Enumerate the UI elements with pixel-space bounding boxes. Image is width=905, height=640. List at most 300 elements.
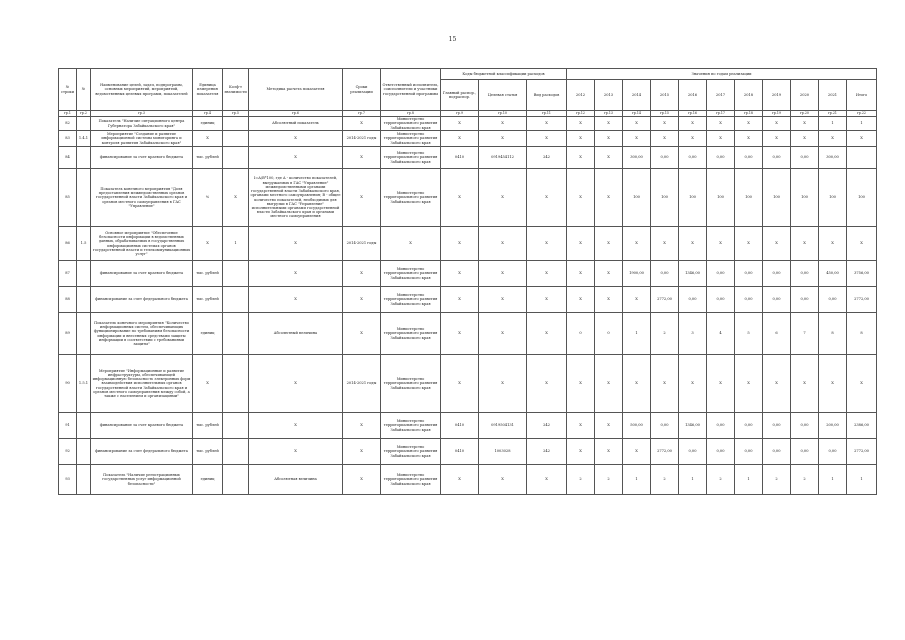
table-cell: 0,00	[791, 287, 819, 313]
header-number: №	[77, 69, 91, 111]
table-cell: 4	[707, 313, 735, 355]
table-cell: X	[791, 131, 819, 147]
table-cell: Показатель "Наличие ситуационного центра Губернатора Забайкальского края"	[91, 117, 193, 131]
header-year: 2015	[651, 80, 679, 111]
table-cell: 100	[623, 169, 651, 227]
table-cell: 0,00	[791, 413, 819, 439]
table-cell: 1346,00	[679, 261, 707, 287]
table-cell: 0,00	[819, 287, 847, 313]
table-cell	[223, 313, 249, 355]
table-cell: X	[791, 355, 819, 413]
table-cell: X	[479, 465, 527, 495]
table-cell: 0,00	[791, 439, 819, 465]
table-cell: 0,00	[763, 439, 791, 465]
table-cell: X	[249, 355, 343, 413]
header-expense-type: Вид расходов	[527, 80, 567, 111]
table-cell: Министерство территориального развития Забайкальского края	[381, 287, 441, 313]
table-cell: 5	[735, 313, 763, 355]
table-cell: 100	[819, 169, 847, 227]
table-cell: Абсолютный величина	[249, 313, 343, 355]
table-cell: X	[567, 355, 595, 413]
table-cell: Министерство территориального развития Забайкальского края	[381, 131, 441, 147]
table-cell: X	[623, 131, 651, 147]
table-cell: X	[343, 261, 381, 287]
table-cell: финансирование за счет краевого бюджета	[91, 147, 193, 169]
table-cell: X	[567, 227, 595, 261]
table-cell: 242	[527, 413, 567, 439]
column-number-cell: гр.6	[249, 111, 343, 117]
table-cell: 2	[763, 465, 791, 495]
table-cell: 2	[595, 465, 623, 495]
table-cell: 1	[623, 313, 651, 355]
column-number-cell: гр.17	[707, 111, 735, 117]
table-cell: X	[595, 413, 623, 439]
table-cell: X	[847, 131, 877, 147]
table-row	[59, 355, 877, 413]
table-cell: Показатель "Наличие регистрационных государственных услуг информационной безопасности"	[91, 465, 193, 495]
table-cell: 8	[819, 313, 847, 355]
table-cell: 2	[707, 465, 735, 495]
table-cell: X	[595, 227, 623, 261]
table-row	[59, 147, 877, 169]
table-cell: X	[343, 413, 381, 439]
header-year: 2018	[735, 80, 763, 111]
table-cell: X	[527, 227, 567, 261]
table-cell: X	[193, 355, 223, 413]
table-cell: 2772,00	[847, 439, 877, 465]
table-cell: 87	[59, 261, 77, 287]
table-cell	[77, 313, 91, 355]
table-cell: X	[441, 465, 479, 495]
table-cell: 83	[59, 131, 77, 147]
table-cell: X	[479, 131, 527, 147]
table-cell: 1346,00	[679, 413, 707, 439]
table-cell: 2772,00	[651, 439, 679, 465]
table-cell: 86	[59, 227, 77, 261]
table-cell: Абсолютная величина	[249, 465, 343, 495]
table-cell: 0	[595, 313, 623, 355]
table-cell: X	[679, 131, 707, 147]
table-cell: 0410	[441, 439, 479, 465]
table-cell	[223, 413, 249, 439]
table-cell: X	[441, 227, 479, 261]
table-cell	[77, 413, 91, 439]
table-cell: X	[441, 169, 479, 227]
table-cell: 100	[791, 169, 819, 227]
table-cell: X	[567, 147, 595, 169]
table-cell: 1	[735, 465, 763, 495]
table-cell: 89	[59, 313, 77, 355]
table-cell	[223, 465, 249, 495]
table-cell: тыс. рублей	[193, 413, 223, 439]
table-cell: 100	[847, 169, 877, 227]
header-year: 2016	[679, 80, 707, 111]
table-cell: 1	[623, 465, 651, 495]
table-cell: единиц	[193, 313, 223, 355]
table-cell: 93	[59, 465, 77, 495]
table-cell: X	[623, 117, 651, 131]
table-cell: 0,00	[763, 261, 791, 287]
header-target-article: Целевая статья	[479, 80, 527, 111]
header-total: Итого	[847, 80, 877, 111]
table-cell: финансирование за счет краевого бюджета	[91, 261, 193, 287]
table-row	[59, 313, 877, 355]
table-cell: 0919454112	[479, 147, 527, 169]
table-cell: 1	[679, 465, 707, 495]
header-admin: Главный распор., подраспор.	[441, 80, 479, 111]
table-cell	[223, 355, 249, 413]
table-cell: X	[595, 169, 623, 227]
table-cell: X	[249, 413, 343, 439]
table-cell: 0	[567, 313, 595, 355]
table-cell: X	[249, 147, 343, 169]
table-cell: X	[527, 465, 567, 495]
table-cell: X	[567, 169, 595, 227]
table-cell: X	[847, 355, 877, 413]
table-cell: 300,00	[623, 147, 651, 169]
table-cell: 1.5	[77, 227, 91, 261]
table-cell	[77, 439, 91, 465]
table-cell: 2	[791, 465, 819, 495]
table-cell: X	[343, 287, 381, 313]
table-cell	[223, 131, 249, 147]
table-cell: X	[763, 227, 791, 261]
table-cell: X	[651, 227, 679, 261]
column-number-cell: гр.10	[479, 111, 527, 117]
table-cell: X	[791, 117, 819, 131]
table-cell: X	[527, 169, 567, 227]
table-cell: 100	[651, 169, 679, 227]
table-cell: X	[623, 355, 651, 413]
header-values-by-year: Значения по годам реализации	[567, 69, 877, 80]
table-cell: 0,00	[735, 147, 763, 169]
header-method: Методика расчета показателя	[249, 69, 343, 111]
table-cell: 3756,00	[847, 261, 877, 287]
table-cell: X	[735, 227, 763, 261]
table-cell: X	[527, 117, 567, 131]
table-cell	[77, 147, 91, 169]
table-cell: Абсолютный показатель	[249, 117, 343, 131]
table-cell: X	[441, 313, 479, 355]
table-cell: 88	[59, 287, 77, 313]
table-cell: финансирование за счет федерального бюджета	[91, 287, 193, 313]
table-cell: тыс. рублей	[193, 439, 223, 465]
table-cell: единиц	[193, 117, 223, 131]
column-number-cell: гр.5	[223, 111, 249, 117]
table-cell: X	[249, 439, 343, 465]
table-cell: X	[249, 227, 343, 261]
table-cell: X	[441, 287, 479, 313]
table-cell: X	[479, 227, 527, 261]
table-cell: 242	[527, 147, 567, 169]
column-number-cell: гр.21	[819, 111, 847, 117]
column-number-cell: гр.19	[763, 111, 791, 117]
table-cell: 0,00	[763, 413, 791, 439]
table-cell: 7	[791, 313, 819, 355]
table-cell: 0,00	[735, 413, 763, 439]
table-cell: Основное мероприятие "Обеспечение безопасности информации в ведомственных данных, обрабатываемых в государственных информационных системах органов государственной власти и телекоммуникационных услуг"	[91, 227, 193, 261]
table-cell: X	[567, 439, 595, 465]
table-row	[59, 131, 877, 147]
table-cell: X	[479, 169, 527, 227]
table-cell: 2	[651, 313, 679, 355]
table-cell: X	[567, 261, 595, 287]
table-cell	[77, 287, 91, 313]
table-cell: Показатель конечного мероприятия "Количество информационных систем, обеспечивающих функционирование по требованиям безопасности информации и внесенных средствами защиты информации в соответствии с требованиями защиты"	[91, 313, 193, 355]
table-cell: X	[343, 313, 381, 355]
table-cell: X	[595, 131, 623, 147]
table-cell: X	[847, 227, 877, 261]
table-cell: Мероприятие "Создание и развитие информационной системы мониторинга и контроля развития Забайкальского края"	[91, 131, 193, 147]
table-cell: тыс. рублей	[193, 261, 223, 287]
table-cell: X	[567, 131, 595, 147]
table-cell: X	[651, 131, 679, 147]
table-cell: Министерство территориального развития Забайкальского края	[381, 355, 441, 413]
table-cell: X	[441, 355, 479, 413]
table-cell: 450,00	[819, 261, 847, 287]
table-cell: X	[763, 131, 791, 147]
table-cell: X	[567, 413, 595, 439]
table-cell: 1	[819, 117, 847, 131]
table-cell: X	[707, 131, 735, 147]
table-cell: 8	[847, 313, 877, 355]
table-cell: X	[707, 117, 735, 131]
column-number-cell: гр.13	[595, 111, 623, 117]
table-row	[59, 117, 877, 131]
column-number-cell: гр.2	[77, 111, 91, 117]
table-cell: X	[651, 355, 679, 413]
table-cell: 92	[59, 439, 77, 465]
table-cell: X	[567, 117, 595, 131]
table-row	[59, 439, 877, 465]
table-cell: Министерство территориального развития Забайкальского края	[381, 117, 441, 131]
table-cell: X	[343, 117, 381, 131]
table-cell: X	[343, 439, 381, 465]
program-table	[58, 68, 877, 495]
table-cell: 242	[527, 439, 567, 465]
table-cell: X	[707, 355, 735, 413]
table-cell	[223, 147, 249, 169]
table-body	[59, 111, 877, 495]
table-cell: единиц	[193, 465, 223, 495]
table-cell: 2	[567, 465, 595, 495]
table-cell: 0,00	[707, 413, 735, 439]
table-cell: 0,00	[791, 147, 819, 169]
table-cell: X	[479, 355, 527, 413]
table-cell: 2014-2021 годы	[343, 131, 381, 147]
table-cell: 100	[763, 169, 791, 227]
table-cell: 0,00	[819, 439, 847, 465]
table-cell: X	[679, 227, 707, 261]
table-cell: Министерство территориального развития Забайкальского края	[381, 261, 441, 287]
table-cell: 0,00	[707, 147, 735, 169]
table-cell: X	[763, 355, 791, 413]
header-year: 2017	[707, 80, 735, 111]
column-number-cell: гр.14	[623, 111, 651, 117]
table-cell: 0,00	[707, 261, 735, 287]
table-cell	[77, 117, 91, 131]
table-cell: 0919504131	[479, 413, 527, 439]
table-cell	[223, 117, 249, 131]
table-cell: 2014-2021 годы	[343, 355, 381, 413]
table-cell: 0,00	[707, 287, 735, 313]
table-cell: X	[595, 261, 623, 287]
table-cell: 0,00	[679, 439, 707, 465]
table-cell: X	[249, 287, 343, 313]
table-cell: X	[381, 227, 441, 261]
table-cell: X	[651, 117, 679, 131]
table-cell: X	[441, 117, 479, 131]
table-cell: 0,00	[679, 287, 707, 313]
table-cell	[223, 261, 249, 287]
table-cell: X	[595, 355, 623, 413]
table-cell: X	[819, 355, 847, 413]
table-cell: X	[679, 355, 707, 413]
table-cell: Министерство территориального развития Забайкальского края	[381, 413, 441, 439]
table-cell: X	[735, 355, 763, 413]
table-cell: X	[223, 169, 249, 227]
table-cell: X	[193, 131, 223, 147]
column-number-cell: гр.16	[679, 111, 707, 117]
column-number-cell: гр.22	[847, 111, 877, 117]
column-number-cell: гр.1	[59, 111, 77, 117]
table-cell: 2772,00	[651, 287, 679, 313]
table-cell: Министерство территориального развития Забайкальского края	[381, 439, 441, 465]
header-budget-codes: Коды бюджетной классификации расходов	[441, 69, 567, 80]
table-cell: Министерство территориального развития Забайкальского края	[381, 169, 441, 227]
table-cell: 2386,00	[847, 413, 877, 439]
table-cell: 0,00	[763, 147, 791, 169]
table-row	[59, 169, 877, 227]
table-cell: X	[819, 131, 847, 147]
table-row	[59, 413, 877, 439]
table-cell: X	[707, 227, 735, 261]
column-number-cell: гр.11	[527, 111, 567, 117]
table-cell: I=A/B*100, где A - количество показателей, выгружаемых в ГАС "Управление" межведомственными органами государственной власти Забайкальского края, органами местного самоуправления; B - общее количество показателей, необходимых для выгрузки в ГАС "Управление" исполнительными органами государственной власти Забайкальского края и органами местного самоуправления	[249, 169, 343, 227]
table-cell: X	[441, 131, 479, 147]
table-cell: 0,00	[679, 147, 707, 169]
header-period: Сроки реализации	[343, 69, 381, 111]
table-row	[59, 227, 877, 261]
table-cell: X	[527, 313, 567, 355]
table-cell: 3	[679, 313, 707, 355]
table-cell: X	[343, 147, 381, 169]
table-cell: Министерство территориального развития Забайкальского края	[381, 147, 441, 169]
table-cell: X	[595, 287, 623, 313]
table-cell: 84	[59, 147, 77, 169]
header-year: 2013	[595, 80, 623, 111]
table-cell: тыс. рублей	[193, 287, 223, 313]
table-cell: X	[595, 117, 623, 131]
table-cell: 0,00	[763, 287, 791, 313]
table-cell: X	[527, 261, 567, 287]
table-cell: 90	[59, 355, 77, 413]
column-number-cell: гр.20	[791, 111, 819, 117]
table-cell: X	[763, 117, 791, 131]
table-cell: 0410	[441, 147, 479, 169]
table-cell	[77, 465, 91, 495]
table-cell: 0,00	[651, 413, 679, 439]
table-cell: 100	[735, 169, 763, 227]
table-cell: 1	[847, 117, 877, 131]
header-coefficient: Коэф-т значимости	[223, 69, 249, 111]
page-number: 15	[448, 36, 457, 43]
table-cell: X	[623, 439, 651, 465]
table-cell: 2	[651, 465, 679, 495]
table-cell: X	[343, 465, 381, 495]
table-cell: X	[193, 227, 223, 261]
table-row	[59, 465, 877, 495]
table-cell: 2772,00	[847, 287, 877, 313]
table-cell: X	[249, 131, 343, 147]
table-cell: X	[567, 287, 595, 313]
table-cell: 2014-2021 годы	[343, 227, 381, 261]
table-cell: X	[623, 287, 651, 313]
header-year: 2014	[623, 80, 651, 111]
header-year: 2019	[763, 80, 791, 111]
table-cell: %	[193, 169, 223, 227]
column-number-cell: гр.3	[91, 111, 193, 117]
table-cell: X	[441, 261, 479, 287]
table-cell: Министерство территориального развития Забайкальского края	[381, 465, 441, 495]
table-cell: X	[735, 131, 763, 147]
header-name: Наименование целей, задач, подпрограмм, основных мероприятий, мероприятий, ведомственных целевых программ, показателей	[91, 69, 193, 111]
table-cell: 6	[763, 313, 791, 355]
column-number-cell: гр.9	[441, 111, 479, 117]
table-cell: X	[479, 313, 527, 355]
table-cell: 85	[59, 169, 77, 227]
table-cell: 300,00	[819, 147, 847, 169]
table-cell	[223, 287, 249, 313]
table-cell: X	[623, 227, 651, 261]
table-cell: X	[595, 147, 623, 169]
column-number-cell: гр.8	[381, 111, 441, 117]
table-cell: X	[343, 169, 381, 227]
table-cell: 1900,00	[623, 261, 651, 287]
table-cell: X	[527, 355, 567, 413]
column-number-cell: гр.4	[193, 111, 223, 117]
column-number-cell: гр.15	[651, 111, 679, 117]
table-cell	[847, 147, 877, 169]
table-cell: 0,00	[651, 261, 679, 287]
table-cell: 1	[819, 465, 847, 495]
table-cell: 0,00	[735, 439, 763, 465]
table-cell: 0410	[441, 413, 479, 439]
table-cell: 0,00	[735, 261, 763, 287]
table-cell: Показатель конечного мероприятия "Доля предоставления межведомственных органов государственной власти Забайкальского края и органов местного самоуправления в ГАС "Управление"	[91, 169, 193, 227]
table-cell: Мероприятие "Информационные и развитие инфраструктуры, обеспечивающей информационную безопасность электронных форм взаимодействия исполнительных органов государственной власти Забайкальского края и органов местного самоуправления между собой, а также с населением и организациями"	[91, 355, 193, 413]
column-number-cell: гр.18	[735, 111, 763, 117]
table-cell: 1003028	[479, 439, 527, 465]
table-cell: 200,00	[819, 413, 847, 439]
column-number-cell: гр.7	[343, 111, 381, 117]
table-cell: Министерство территориального развития Забайкальского края	[381, 313, 441, 355]
table-cell: X	[479, 287, 527, 313]
table-cell: X	[791, 227, 819, 261]
table-cell: 0,00	[707, 439, 735, 465]
header-responsible: Ответственный исполнитель, соисполнители и участники государственной программы	[381, 69, 441, 111]
table-cell: 500,00	[623, 413, 651, 439]
table-cell: 0,00	[791, 261, 819, 287]
table-cell: X	[479, 261, 527, 287]
table-cell: X	[249, 261, 343, 287]
header-year: 2020	[791, 80, 819, 111]
header-unit: Единица измерения показателя	[193, 69, 223, 111]
table-cell: X	[595, 439, 623, 465]
table-cell	[77, 169, 91, 227]
header-year: 2012	[567, 80, 595, 111]
column-number-cell: гр.12	[567, 111, 595, 117]
